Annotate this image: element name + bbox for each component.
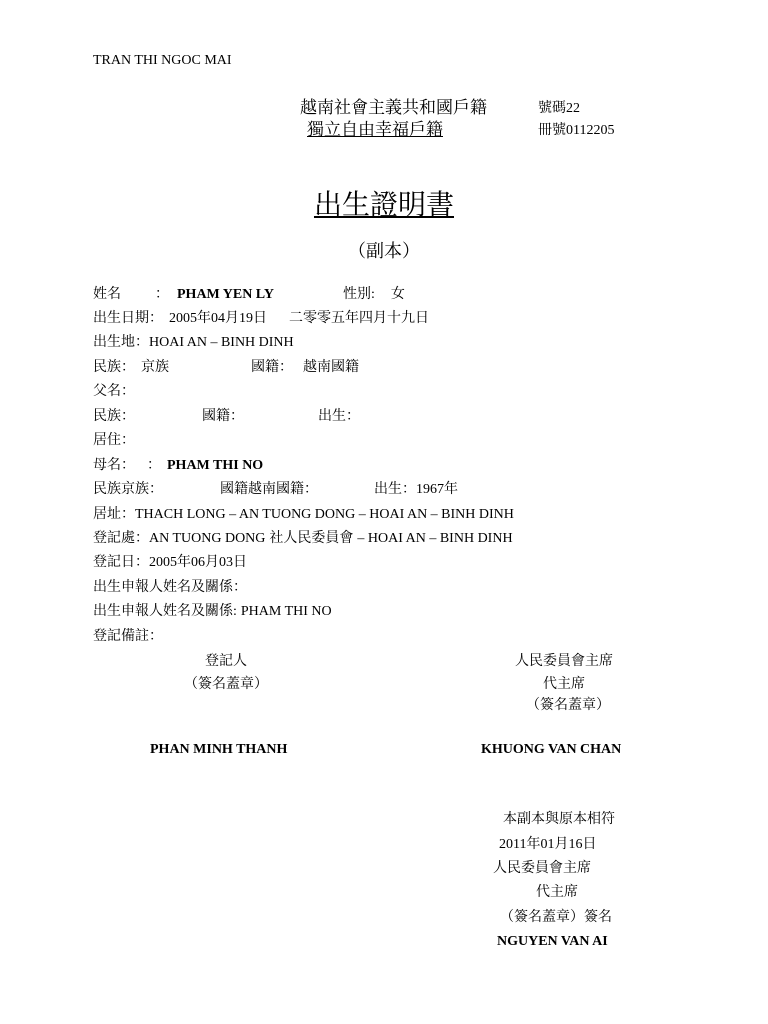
sex-value: 女	[390, 287, 405, 302]
certification-line-5: （簽名蓋章）簽名	[500, 910, 612, 925]
declarant-name-row	[93, 603, 332, 621]
address-value: THACH LONG – AN TUONG DONG – HOAI AN – BINH DINH	[135, 507, 514, 522]
mother-label: 母名：	[93, 458, 135, 473]
reg-place-row	[93, 530, 513, 548]
sex-row	[343, 286, 405, 304]
reg-place-label: 登記處：	[93, 531, 149, 546]
reg-place-tail: – HOAI AN – BINH DINH	[357, 531, 513, 546]
declarant-line: 出生申報人姓名及關係：	[93, 580, 247, 595]
child-name: PHAM YEN LY	[177, 287, 274, 302]
number-line	[538, 100, 580, 118]
father-ethnic: 民族：	[93, 409, 135, 424]
reg-date-value: 2005年06月03日	[149, 555, 247, 570]
dob-words: 二零零五年四月十九日	[289, 311, 429, 326]
father-nationality: 國籍：	[202, 409, 244, 424]
header-line-1: 越南社會主義共和國戶籍	[300, 98, 487, 117]
right-signer-title-1: 人民委員會主席	[515, 654, 613, 669]
book-label: 冊號	[538, 123, 566, 138]
name-colon: ：	[155, 287, 169, 302]
ethnic-label: 民族：	[93, 360, 135, 375]
document-subtitle: （副本）	[348, 241, 420, 261]
document-title: 出生證明書	[313, 190, 454, 221]
certification-signer-name: NGUYEN VAN AI	[497, 934, 608, 949]
address-row	[93, 506, 514, 524]
book-value: 0112205	[566, 123, 615, 138]
name-row	[93, 286, 274, 304]
mother-nationality: 國籍越南國籍：	[220, 482, 318, 497]
reg-place-mid: 社人民委員會	[269, 531, 354, 546]
ethnic-value: 京族	[141, 360, 169, 375]
declarant-name-value: PHAM THI NO	[240, 604, 332, 619]
residence-row: 居住：	[93, 433, 135, 448]
number-label: 號碼	[538, 101, 566, 116]
mother-ethnic: 民族京族：	[93, 482, 163, 497]
left-signer-title-1: 登記人	[205, 654, 247, 669]
reg-date-row	[93, 554, 247, 572]
father-row	[93, 383, 135, 401]
header-line-2: 獨立自由幸福戶籍	[307, 120, 443, 139]
mother-birth: 出生：1967年	[374, 482, 458, 497]
right-signer-title-2: 代主席	[543, 677, 585, 692]
dob-value: 2005年04月19日	[169, 311, 267, 326]
certification-date: 2011年01月16日	[499, 837, 597, 852]
reg-place-value: AN TUONG DONG	[149, 531, 266, 546]
right-signer-name: KHUONG VAN CHAN	[481, 742, 622, 757]
name-label: 姓名	[93, 287, 121, 302]
pob-row	[93, 334, 294, 352]
father-birth: 出生：	[318, 409, 360, 424]
certification-line-4: 代主席	[536, 885, 578, 900]
address-label: 居址：	[93, 507, 135, 522]
book-line	[538, 122, 614, 140]
father-label: 父名：	[93, 384, 135, 399]
notes-label: 登記備註：	[93, 629, 163, 644]
pob-label: 出生地：	[93, 335, 149, 350]
certification-line-3: 人民委員會主席	[493, 861, 591, 876]
left-signer-title-2: （簽名蓋章）	[184, 677, 268, 692]
certification-line-1: 本副本與原本相符	[503, 812, 615, 827]
mother-colon: ：	[147, 458, 161, 473]
right-signer-title-3: （簽名蓋章）	[526, 698, 610, 713]
pob-value: HOAI AN – BINH DINH	[149, 335, 294, 350]
number-value: 22	[566, 101, 580, 116]
ethnic-row	[93, 359, 169, 377]
dob-row	[93, 310, 429, 328]
nationality-row	[251, 359, 359, 377]
nationality-value: 越南國籍	[303, 360, 359, 375]
mother-name: PHAM THI NO	[167, 458, 264, 473]
reg-date-label: 登記日：	[93, 555, 149, 570]
left-signer-name: PHAN MINH THANH	[150, 742, 288, 757]
mother-row	[93, 457, 263, 475]
dob-colon: ：	[149, 311, 163, 326]
sex-label: 性別:	[343, 287, 375, 302]
declarant-name-label: 出生申報人姓名及關係:	[93, 604, 237, 619]
dob-label: 出生日期	[93, 311, 149, 326]
owner-name: TRAN THI NGOC MAI	[93, 53, 232, 68]
nationality-label: 國籍：	[251, 360, 293, 375]
